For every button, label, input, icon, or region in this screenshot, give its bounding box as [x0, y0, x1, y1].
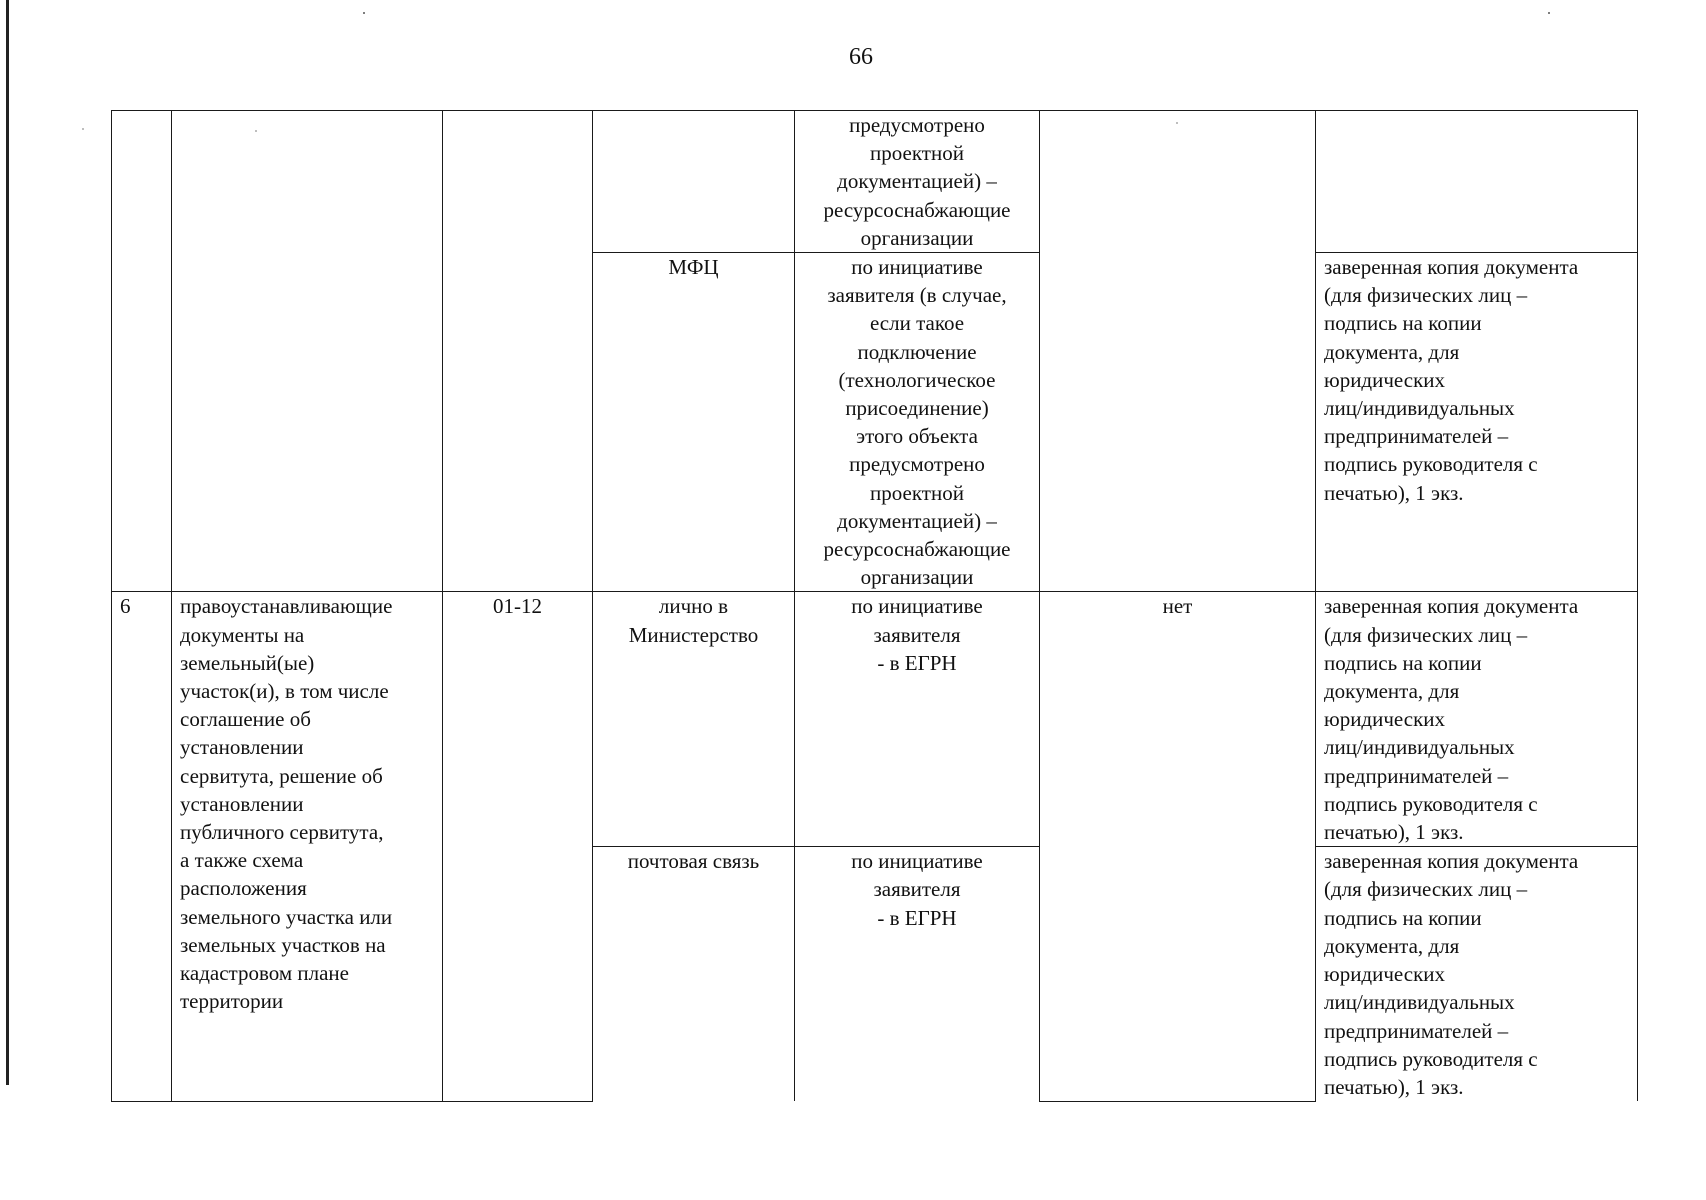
- scan-speck: [1548, 12, 1550, 14]
- document-form-cell: [1316, 111, 1638, 253]
- extra-info-cell: нет: [1040, 592, 1316, 1101]
- submission-condition-cell: по инициативе заявителя (в случае, если такое подключение (технологическое присоединение) этого объекта предусмотрено проектной документацией) – ресурсоснабжающие организации: [795, 253, 1040, 592]
- submission-method-cell: [593, 111, 795, 253]
- extra-info-cell: [1040, 111, 1316, 592]
- row-number-cell: 6: [112, 592, 172, 1101]
- document-form-cell: заверенная копия документа (для физических лиц – подпись на копии документа, для юридических лиц/индивидуальных предпринимателей – подпись руководителя с печатью), 1 экз.: [1316, 847, 1638, 1101]
- page-number: 66: [849, 44, 873, 70]
- submission-method-cell: почтовая связь: [593, 847, 795, 1101]
- document-form-cell: заверенная копия документа (для физических лиц – подпись на копии документа, для юридических лиц/индивидуальных предпринимателей – подпись руководителя с печатью), 1 экз.: [1316, 253, 1638, 592]
- scan-speck: [363, 12, 365, 14]
- code-cell: 01-12: [443, 592, 593, 1101]
- document-name-cell: правоустанавливающие документы на земельный(ые) участок(и), в том числе соглашение об установлении сервитута, решение об установлении публичного сервитута, а также схема расположения земельного участка или земельных участков на кадастровом плане территории: [172, 592, 443, 1101]
- submission-method-cell: лично в Министерство: [593, 592, 795, 847]
- submission-condition-cell: по инициативе заявителя - в ЕГРН: [795, 847, 1040, 1101]
- row-number-cell: [112, 111, 172, 592]
- document-name-cell: [172, 111, 443, 592]
- scan-edge: [6, 0, 9, 1085]
- scan-speck: [82, 128, 84, 130]
- code-cell: [443, 111, 593, 592]
- document-table: [111, 110, 1638, 1102]
- document-form-cell: заверенная копия документа (для физических лиц – подпись на копии документа, для юридических лиц/индивидуальных предпринимателей – подпись руководителя с печатью), 1 экз.: [1316, 592, 1638, 847]
- table-row: [112, 592, 1638, 847]
- submission-condition-cell: по инициативе заявителя - в ЕГРН: [795, 592, 1040, 847]
- table-row: [112, 111, 1638, 253]
- submission-method-cell: МФЦ: [593, 253, 795, 592]
- submission-condition-cell: предусмотрено проектной документацией) – ресурсоснабжающие организации: [795, 111, 1040, 253]
